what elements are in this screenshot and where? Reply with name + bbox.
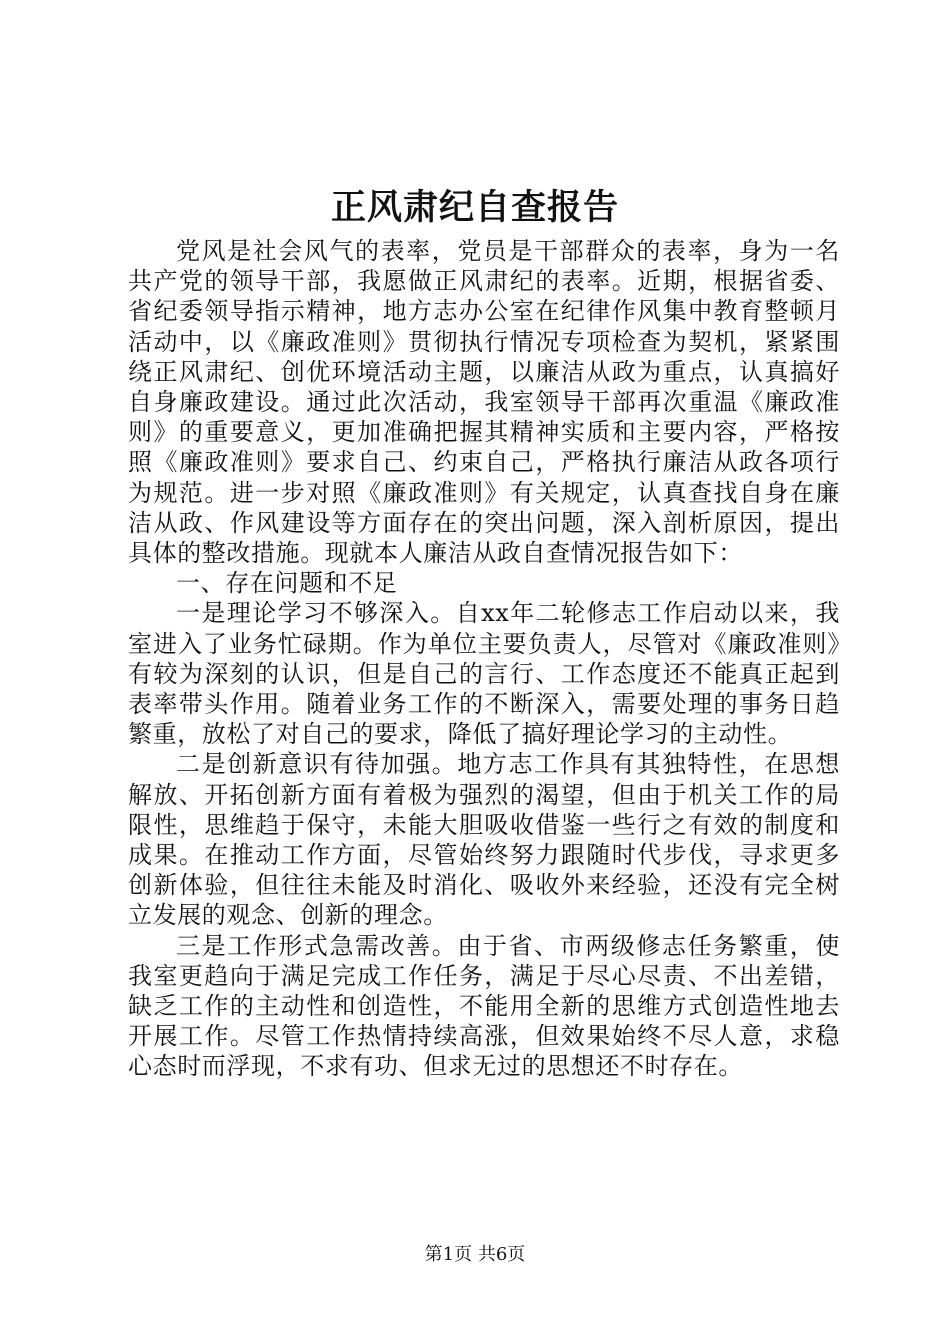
issue-paragraph-2: 二是创新意识有待加强。地方志工作具有其独特性，在思想解放、开拓创新方面有着极为强烈的渴望，但由于机关工作的局限性，思维趋于保守，未能大胆吸收借鉴一些行之有效的制度和成果。在推动工作方面，尽管始终努力跟随时代步伐，寻求更多创新体验，但往往未能及时消化、吸收外来经验，还没有完全树立发展的观念、创新的理念。 xyxy=(128,750,840,930)
document-body xyxy=(128,236,840,1082)
intro-paragraph: 党风是社会风气的表率，党员是干部群众的表率，身为一名共产党的领导干部，我愿做正风肃纪的表率。近期，根据省委、省纪委领导指示精神，地方志办公室在纪律作风集中教育整顿月活动中，以《廉政准则》贯彻执行情况专项检查为契机，紧紧围绕正风肃纪、创优环境活动主题，以廉洁从政为重点，认真搞好自身廉政建设。通过此次活动，我室领导干部再次重温《廉政准则》的重要意义，更加准确把握其精神实质和主要内容，严格按照《廉政准则》要求自己、约束自己，严格执行廉洁从政各项行为规范。进一步对照《廉政准则》有关规定，认真查找自身在廉洁从政、作风建设等方面存在的突出问题，深入剖析原因，提出具体的整改措施。现就本人廉洁从政自查情况报告如下： xyxy=(128,237,840,568)
section-heading: 一、存在问题和不足 xyxy=(176,569,398,598)
issue-paragraph-1: 一是理论学习不够深入。自xx年二轮修志工作启动以来，我室进入了业务忙碌期。作为单位主要负责人，尽管对《廉政准则》有较为深刻的认识，但是自己的言行、工作态度还不能真正起到表率带头作用。随着业务工作的不断深入，需要处理的事务日趋繁重，放松了对自己的要求，降低了搞好理论学习的主动性。 xyxy=(128,599,840,749)
page-number-footer: 第1页 共6页 xyxy=(424,1244,526,1265)
issue-paragraph-3: 三是工作形式急需改善。由于省、市两级修志任务繁重，使我室更趋向于满足完成工作任务，满足于尽心尽责、不出差错，缺乏工作的主动性和创造性，不能用全新的思维方式创造性地去开展工作。尽管工作热情持续高涨，但效果始终不尽人意，求稳心态时而浮现，不求有功、但求无过的思想还不时存在。 xyxy=(128,931,840,1081)
document-title: 正风肃纪自查报告 xyxy=(330,187,619,228)
